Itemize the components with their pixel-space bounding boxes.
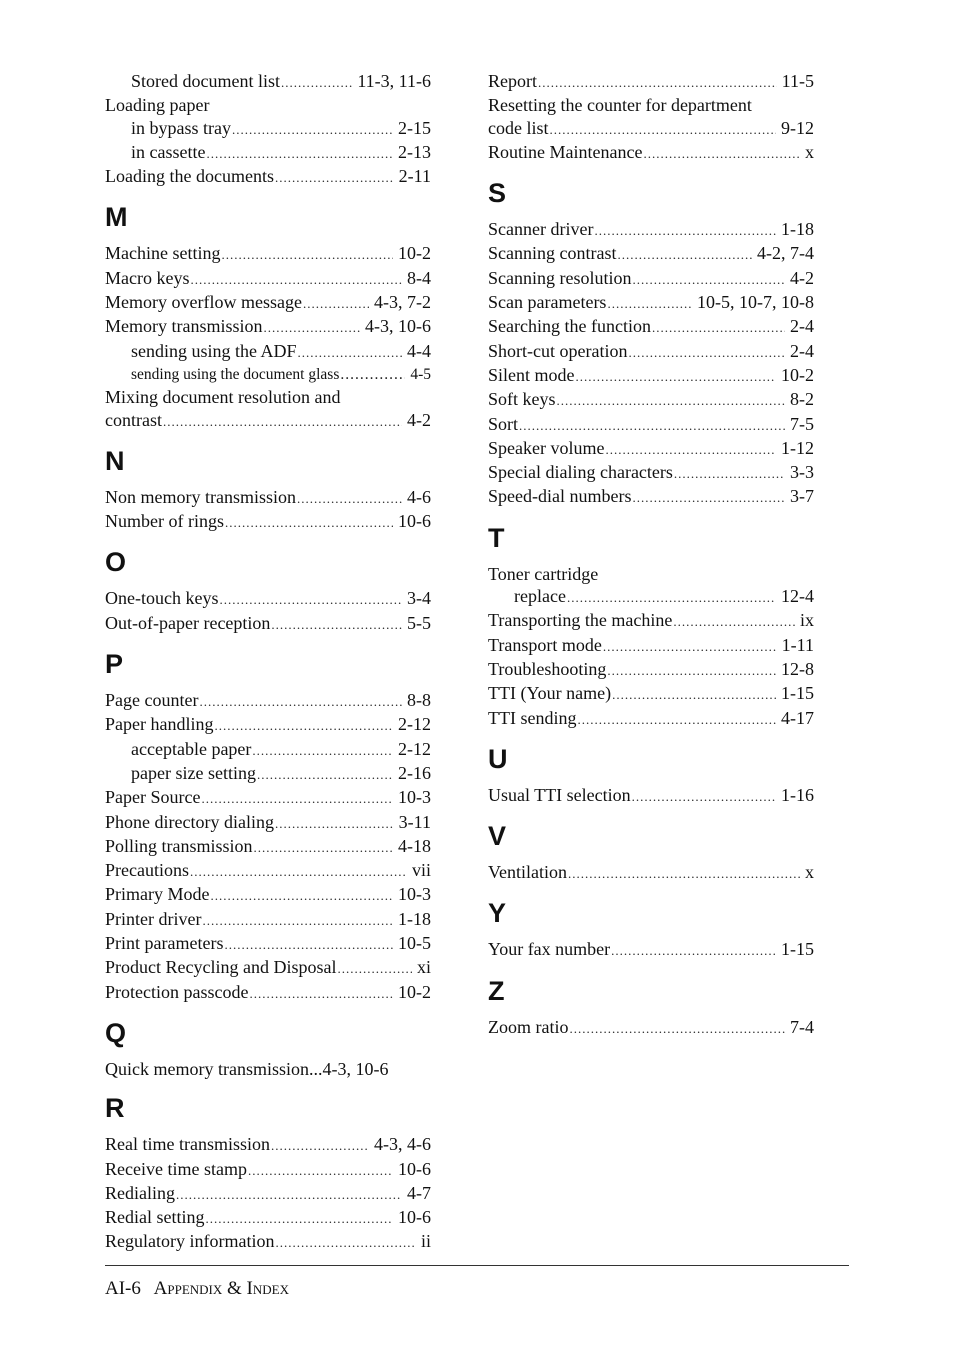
index-page-ref: 12-8 [781, 658, 814, 679]
index-entry [488, 218, 814, 242]
index-entry [105, 908, 431, 932]
index-term: One-touch keys [105, 588, 219, 609]
index-entry [488, 70, 814, 94]
index-entry [105, 1182, 431, 1206]
section-letter-heading: U [488, 743, 508, 774]
index-term: Your fax number [488, 939, 611, 960]
index-term: Toner cartridge [488, 563, 599, 584]
index-entry [105, 883, 431, 907]
index-term: Routine Maintenance [488, 141, 643, 162]
index-term: Product Recycling and Disposal [105, 957, 337, 978]
index-term: Machine setting [105, 243, 221, 264]
index-entry [488, 1016, 814, 1040]
dot-leader [163, 411, 402, 433]
dot-leader [607, 293, 692, 315]
dot-leader [249, 983, 393, 1005]
footer-section-title: Appendix & Index [153, 1278, 289, 1299]
index-term: Primary Mode [105, 884, 210, 905]
index-term: TTI (Your name) [488, 683, 612, 704]
index-term: Non memory transmission [105, 486, 296, 507]
dot-leader [576, 366, 777, 388]
index-page-ref: 10-5 [398, 933, 431, 954]
index-page-ref: 4-5 [410, 365, 431, 383]
dot-leader [652, 317, 785, 339]
index-subentry [488, 585, 814, 609]
index-subentry [105, 70, 431, 94]
dot-leader [232, 119, 393, 141]
index-entry [105, 267, 431, 291]
section-letter-heading: Q [105, 1017, 127, 1048]
index-page-ref: 2-4 [790, 340, 814, 361]
dot-leader [190, 269, 402, 291]
index-term: Real time transmission [105, 1134, 270, 1155]
dot-leader [252, 740, 393, 762]
dot-leader [221, 244, 393, 266]
index-entry [105, 1133, 431, 1157]
index-term: Mixing document resolution and [105, 387, 341, 408]
index-entry [488, 364, 814, 388]
section-letter-heading: Z [488, 975, 505, 1006]
index-entry [105, 165, 431, 189]
dot-leader [632, 269, 785, 291]
section-letter-heading: R [105, 1093, 125, 1124]
dot-leader [224, 934, 393, 956]
index-subentry [105, 364, 431, 386]
dot-leader [607, 660, 776, 682]
dot-leader [176, 1184, 402, 1206]
index-term: Soft keys [488, 389, 556, 410]
index-term: Ventilation [488, 862, 567, 883]
dot-leader [206, 143, 393, 165]
dot-leader [538, 72, 777, 94]
index-entry [105, 932, 431, 956]
index-page-ref: 2-16 [398, 762, 431, 783]
dot-leader [557, 390, 786, 412]
index-entry [105, 486, 431, 510]
dot-leader [281, 72, 352, 94]
dot-leader [264, 317, 361, 339]
index-page-ref: 8-8 [407, 690, 431, 711]
dot-leader [190, 861, 407, 883]
index-page-ref: x [805, 141, 814, 162]
index-page-ref: 9-12 [781, 117, 814, 138]
index-page-ref: 10-2 [398, 243, 431, 264]
index-page-ref: 4-4 [407, 340, 431, 361]
index-page-ref: 8-4 [407, 267, 431, 288]
index-page-ref: 7-5 [790, 413, 814, 434]
dot-leader [594, 220, 776, 242]
index-entry [488, 94, 814, 116]
index-subentry [105, 738, 431, 762]
index-term: Print parameters [105, 933, 224, 954]
index-term: sending using the document glass [131, 365, 340, 383]
section-letter-heading: Y [488, 898, 507, 929]
index-term: Protection passcode [105, 981, 249, 1002]
index-page-ref: 2-12 [398, 714, 431, 735]
dot-leader [214, 715, 393, 737]
index-entry [105, 291, 431, 315]
index-entry [488, 437, 814, 461]
index-page-ref: 11-5 [781, 71, 814, 91]
index-page-ref: 1-15 [781, 683, 814, 704]
index-entry [105, 713, 431, 737]
dot-leader [257, 764, 393, 786]
index-page-ref: 4-2 [790, 267, 814, 288]
index-term: Polling transmission [105, 835, 253, 856]
index-term: replace [514, 586, 566, 607]
dot-leader [340, 364, 405, 386]
index-entry [488, 267, 814, 291]
dot-leader [617, 244, 752, 266]
index-subentry [105, 141, 431, 165]
index-entry [105, 587, 431, 611]
dot-leader [519, 415, 785, 437]
dot-leader [271, 614, 402, 636]
index-entry [488, 315, 814, 339]
index-entry [488, 461, 814, 485]
index-page-ref: 10-6 [398, 1158, 431, 1179]
index-page-ref: 10-3 [398, 787, 431, 808]
index-term: Speaker volume [488, 437, 605, 458]
section-letter-heading: T [488, 522, 505, 553]
index-term: paper size setting [131, 762, 256, 783]
dot-leader [248, 1160, 393, 1182]
dot-leader [254, 837, 393, 859]
index-entry [105, 1158, 431, 1182]
index-page-ref: 10-2 [398, 981, 431, 1002]
index-term: TTI sending [488, 707, 577, 728]
index-entry [488, 707, 814, 731]
index-entry [105, 386, 431, 408]
index-entry [105, 94, 431, 116]
index-term: Sort [488, 413, 519, 434]
index-page-ref: 10-3 [398, 884, 431, 905]
dot-leader [205, 1208, 393, 1230]
dot-leader [673, 611, 795, 633]
index-term: Quick memory transmission...4-3, 10-6 [105, 1058, 389, 1079]
index-page-ref: 5-5 [407, 612, 431, 633]
dot-leader [199, 691, 402, 713]
page-footer [105, 1278, 289, 1300]
index-page-ref: 12-4 [781, 586, 814, 607]
index-term: Scanning contrast [488, 243, 617, 264]
index-page-ref: 4-7 [407, 1182, 431, 1203]
index-page-ref: 3-11 [398, 811, 431, 832]
index-page-ref: x [805, 862, 814, 883]
index-page-ref: 2-11 [398, 166, 431, 187]
index-entry [105, 835, 431, 859]
index-page-ref: 1-18 [781, 219, 814, 240]
index-entry [488, 609, 814, 633]
index-term: Page counter [105, 690, 199, 711]
index-entry [488, 634, 814, 658]
index-entry [105, 409, 431, 433]
index-term: Scan parameters [488, 292, 607, 313]
section-letter-heading: M [105, 202, 128, 233]
dot-leader [568, 863, 800, 885]
index-subentry [105, 340, 431, 364]
index-page-ref: 4-3, 10-6 [365, 316, 431, 337]
index-page-ref: 10-6 [398, 511, 431, 532]
index-term: Transporting the machine [488, 610, 673, 631]
dot-leader [298, 342, 402, 364]
index-term: Regulatory information [105, 1231, 275, 1252]
index-subentry [105, 117, 431, 141]
index-page-ref: 4-2, 7-4 [757, 243, 814, 264]
index-entry [105, 1058, 431, 1080]
index-entry [488, 388, 814, 412]
index-page-ref: 10-2 [781, 364, 814, 385]
index-term: Searching the function [488, 316, 651, 337]
index-term: Out-of-paper reception [105, 612, 271, 633]
index-page-ref: 2-4 [790, 316, 814, 337]
index-term: Transport mode [488, 634, 602, 655]
index-page-ref: 3-3 [790, 462, 814, 483]
index-term: Number of rings [105, 511, 224, 532]
section-letter-heading: P [105, 649, 124, 680]
dot-leader [303, 293, 369, 315]
index-term: Macro keys [105, 267, 190, 288]
index-entry [488, 682, 814, 706]
index-entry [105, 859, 431, 883]
index-entry [105, 981, 431, 1005]
index-term: Troubleshooting [488, 658, 607, 679]
index-page-ref: 4-3, 7-2 [374, 292, 431, 313]
index-page-ref: 3-4 [407, 588, 431, 609]
index-page-ref: 8-2 [790, 389, 814, 410]
index-page-ref: ii [420, 1231, 431, 1252]
index-page-ref: 2-15 [398, 117, 431, 138]
index-page-ref: 4-2 [407, 409, 431, 430]
dot-leader [225, 512, 393, 534]
index-term: Redialing [105, 1182, 175, 1203]
index-entry [488, 242, 814, 266]
dot-leader [612, 684, 776, 706]
index-entry [105, 612, 431, 636]
dot-leader [271, 1135, 369, 1157]
index-page-ref: 1-12 [781, 437, 814, 458]
dot-leader [611, 940, 776, 962]
dot-leader [275, 167, 394, 189]
index-entry [105, 786, 431, 810]
index-entry [488, 784, 814, 808]
index-page-ref: 4-18 [398, 835, 431, 856]
index-entry [488, 141, 814, 165]
dot-leader [567, 587, 776, 609]
index-term: sending using the ADF [131, 340, 297, 361]
footer-page-number: AI-6 [105, 1278, 141, 1299]
index-entry [105, 242, 431, 266]
dot-leader [643, 143, 800, 165]
section-letter-heading: V [488, 821, 507, 852]
index-entry [488, 938, 814, 962]
dot-leader [275, 813, 394, 835]
dot-leader [275, 1232, 416, 1254]
index-term: Precautions [105, 860, 189, 881]
index-term: Short-cut operation [488, 340, 628, 361]
index-term: Paper handling [105, 714, 214, 735]
dot-leader [210, 885, 393, 907]
index-page-ref: 3-7 [790, 486, 814, 507]
index-entry [105, 811, 431, 835]
index-entry [488, 485, 814, 509]
index-page-ref: vii [411, 860, 431, 881]
index-page-ref: 10-5, 10-7, 10-8 [697, 292, 814, 313]
index-entry [105, 1206, 431, 1230]
index-term: Special dialing characters [488, 462, 673, 483]
index-entry [488, 117, 814, 141]
index-term: Stored document list [131, 71, 280, 91]
index-term: Memory overflow message [105, 292, 302, 313]
dot-leader [577, 709, 776, 731]
section-letter-heading: S [488, 178, 507, 209]
dot-leader [202, 910, 393, 932]
index-term: Loading paper [105, 95, 210, 116]
index-column-left [105, 70, 431, 1255]
index-term: in cassette [131, 141, 206, 162]
index-term: in bypass tray [131, 117, 231, 138]
index-page-ref: 4-3, 4-6 [374, 1134, 431, 1155]
index-term: code list [488, 117, 549, 138]
index-term: Loading the documents [105, 166, 274, 187]
index-page-ref: 7-4 [790, 1016, 814, 1037]
index-entry [105, 956, 431, 980]
index-term: Phone directory dialing [105, 811, 274, 832]
index-page-ref: 2-12 [398, 738, 431, 759]
index-page-ref: 11-3, 11-6 [357, 71, 431, 91]
index-term: Resetting the counter for department [488, 95, 752, 116]
index-term: Zoom ratio [488, 1016, 569, 1037]
dot-leader [674, 463, 785, 485]
section-letter-heading: O [105, 547, 127, 578]
index-page-ref: xi [416, 957, 431, 978]
index-term: Receive time stamp [105, 1158, 247, 1179]
dot-leader [337, 958, 412, 980]
dot-leader [628, 342, 785, 364]
dot-leader [632, 786, 776, 808]
index-entry [105, 510, 431, 534]
index-page-ref: ix [799, 610, 814, 631]
section-letter-heading: N [105, 445, 125, 476]
index-entry [488, 291, 814, 315]
index-term: contrast [105, 409, 162, 430]
index-page-ref: 1-16 [781, 784, 814, 805]
index-term: Paper Source [105, 787, 201, 808]
index-column-right [488, 70, 814, 1040]
index-term: acceptable paper [131, 738, 252, 759]
dot-leader [201, 788, 393, 810]
dot-leader [219, 589, 402, 611]
dot-leader [297, 488, 402, 510]
index-entry [105, 1230, 431, 1254]
index-entry [488, 861, 814, 885]
index-page-ref: 4-6 [407, 486, 431, 507]
index-subentry [105, 762, 431, 786]
index-term: Silent mode [488, 364, 575, 385]
dot-leader [569, 1018, 785, 1040]
index-page-ref: 1-15 [781, 939, 814, 960]
index-page-ref: 4-17 [781, 707, 814, 728]
index-entry [488, 658, 814, 682]
index-entry [105, 315, 431, 339]
index-entry [488, 413, 814, 437]
footer-rule [105, 1265, 849, 1266]
index-page-ref: 1-11 [781, 634, 814, 655]
index-page-ref: 10-6 [398, 1207, 431, 1228]
index-entry [488, 563, 814, 585]
index-entry [488, 340, 814, 364]
index-entry [105, 689, 431, 713]
index-term: Printer driver [105, 908, 202, 929]
index-term: Memory transmission [105, 316, 263, 337]
index-page-ref: 1-18 [398, 908, 431, 929]
index-term: Usual TTI selection [488, 784, 631, 805]
dot-leader [632, 487, 785, 509]
index-term: Scanning resolution [488, 267, 632, 288]
index-term: Redial setting [105, 1207, 205, 1228]
index-term: Report [488, 71, 537, 91]
dot-leader [550, 119, 777, 141]
index-term: Scanner driver [488, 219, 594, 240]
index-page-ref: 2-13 [398, 141, 431, 162]
dot-leader [603, 636, 777, 658]
index-term: Speed-dial numbers [488, 486, 632, 507]
dot-leader [605, 439, 776, 461]
